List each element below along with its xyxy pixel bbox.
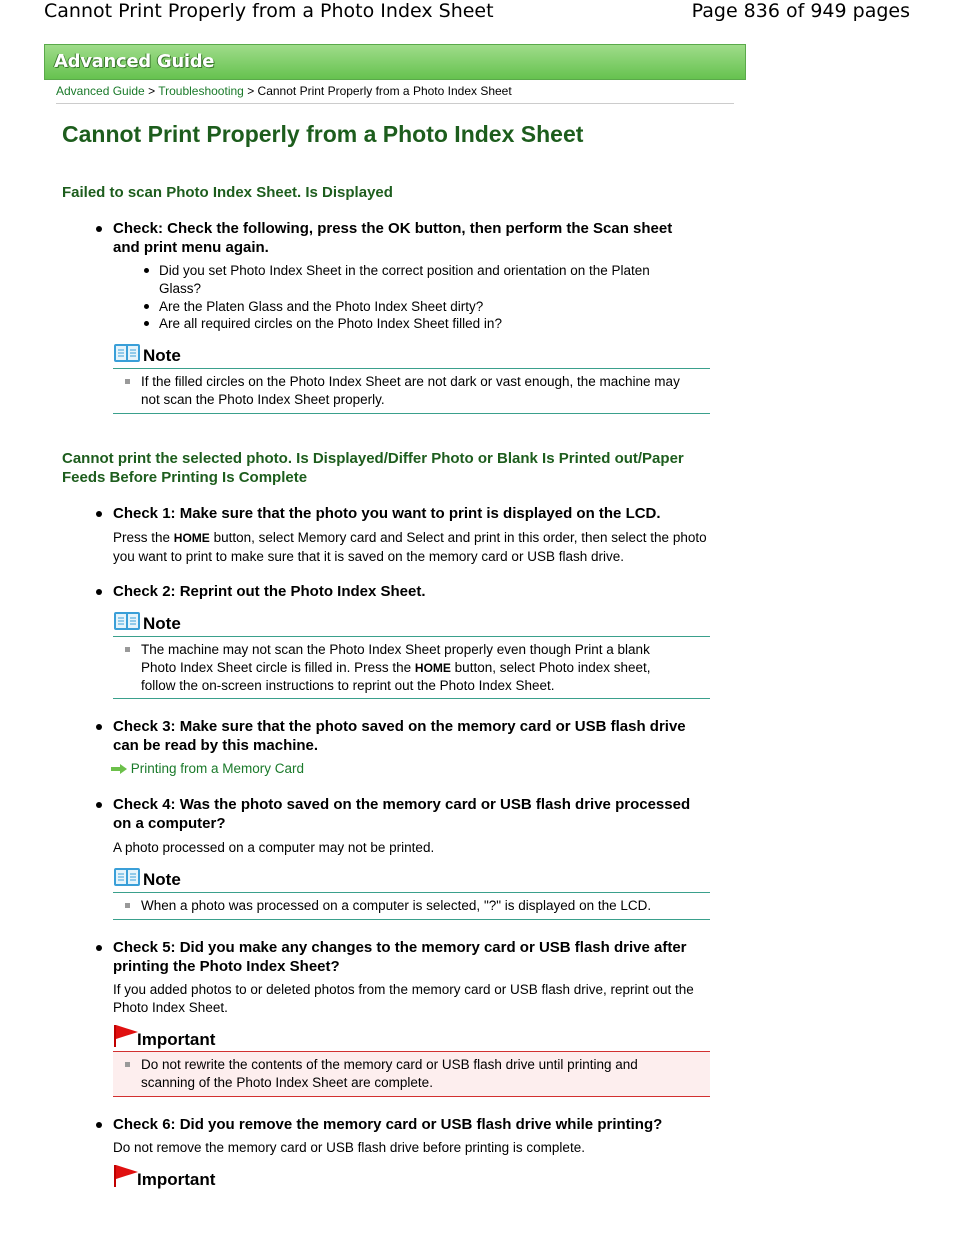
note-rule-bottom — [113, 919, 710, 920]
list-item — [144, 315, 684, 333]
square-bullet-icon — [125, 647, 130, 652]
breadcrumb-separator: > — [247, 84, 255, 98]
important-heading — [113, 1024, 216, 1049]
list-item-text: Are all required circles on the Photo Index Sheet filled in? — [159, 316, 502, 331]
note-rule-top — [113, 368, 710, 369]
note-rule-top — [113, 892, 710, 893]
red-flag-icon — [113, 1164, 139, 1188]
bullet-icon — [96, 226, 102, 232]
list-item — [144, 262, 684, 297]
bullet-icon — [144, 304, 149, 309]
section-heading-scan-failed: Failed to scan Photo Index Sheet. Is Displayed — [62, 184, 393, 201]
check-label: Check 2: Reprint out the Photo Index Sheet. — [113, 583, 426, 600]
check1-description — [113, 529, 708, 565]
check6-description: Do not remove the memory card or USB flash drive before printing is complete. — [113, 1140, 585, 1155]
breadcrumb-troubleshooting[interactable]: Troubleshooting — [158, 84, 244, 98]
bullet-icon — [96, 945, 102, 951]
check-item — [96, 504, 696, 523]
check3-link-row — [111, 760, 706, 778]
check4-description: A photo processed on a computer may not be printed. — [113, 840, 435, 855]
note-book-icon — [113, 867, 141, 887]
check-label: Check 5: Did you make any changes to the memory card or USB flash drive after printing the Photo Index Sheet? — [113, 939, 687, 975]
breadcrumb-separator: > — [148, 84, 156, 98]
bullet-icon — [96, 724, 102, 730]
check-item — [96, 795, 696, 833]
note-label: Note — [143, 614, 181, 633]
check-item — [96, 717, 696, 755]
printing-from-memory-card-link[interactable]: Printing from a Memory Card — [130, 761, 305, 776]
text-segment: The machine may not scan the Photo Index Sheet properly even though Print a blank Photo Index Sheet circle is filled in. Press the — [141, 642, 650, 675]
breadcrumb-divider — [56, 103, 734, 104]
important-text: Do not rewrite the contents of the memory card or USB flash drive until printing and scanning of the Photo Index Sheet are complete. — [141, 1057, 638, 1090]
important-item — [125, 1056, 685, 1091]
page-title: Cannot Print Properly from a Photo Index Sheet — [62, 121, 584, 147]
check-label: Check 4: Was the photo saved on the memory card or USB flash drive processed on a computer? — [113, 796, 691, 832]
note-rule-bottom — [113, 413, 710, 414]
bullet-icon — [96, 511, 102, 517]
check-item — [96, 1115, 696, 1134]
note-label: Note — [143, 346, 181, 365]
note-rule-top — [113, 636, 710, 637]
note-heading — [113, 867, 181, 889]
arrow-right-icon — [111, 764, 127, 774]
note-rule-bottom — [113, 698, 710, 699]
note-heading — [113, 343, 181, 365]
square-bullet-icon — [125, 903, 130, 908]
section-heading-cannot-print: Cannot print the selected photo. Is Displayed/Differ Photo or Blank Is Printed out/Paper Feeds Before Printing Is Complete — [62, 450, 684, 486]
home-button-label: HOME — [173, 531, 210, 545]
check-label: Check 3: Make sure that the photo saved on the memory card or USB flash drive can be read by this machine. — [113, 718, 686, 754]
list-item — [144, 298, 684, 316]
breadcrumb-advanced-guide[interactable]: Advanced Guide — [56, 84, 145, 98]
bullet-icon — [96, 589, 102, 595]
bullet-icon — [96, 1122, 102, 1128]
home-button-label: HOME — [414, 660, 451, 675]
important-label: Important — [137, 1170, 216, 1189]
text-segment: button, select Memory card and Select and print in this order, then select the photo you want to print to make sure that it is saved on the memory card or USB flash drive. — [113, 530, 707, 564]
check-item — [96, 938, 696, 976]
banner-label: Advanced Guide — [54, 51, 215, 72]
square-bullet-icon — [125, 1062, 130, 1067]
note-book-icon — [113, 343, 141, 363]
advanced-guide-banner — [44, 44, 746, 80]
breadcrumb-current: Cannot Print Properly from a Photo Index Sheet — [257, 84, 512, 98]
red-flag-icon — [113, 1024, 139, 1048]
note-text: When a photo was processed on a computer is selected, "?" is displayed on the LCD. — [141, 898, 652, 913]
note-item — [125, 373, 685, 408]
note-label: Note — [143, 870, 181, 889]
note-item — [125, 897, 685, 915]
note-heading — [113, 611, 181, 633]
list-item-text: Did you set Photo Index Sheet in the correct position and orientation on the Platen Glass? — [159, 263, 650, 296]
important-heading — [113, 1164, 216, 1189]
check5-description: If you added photos to or deleted photos from the memory card or USB flash drive, reprint out the Photo Index Sheet. — [113, 982, 694, 1015]
page-number: Page 836 of 949 pages — [691, 0, 910, 22]
check-item — [96, 219, 696, 257]
check-label: Check 1: Make sure that the photo you want to print is displayed on the LCD. — [113, 505, 661, 522]
bullet-icon — [96, 802, 102, 808]
breadcrumb — [56, 84, 512, 98]
list-item-text: Are the Platen Glass and the Photo Index Sheet dirty? — [159, 299, 484, 314]
text-segment: button, select Photo index sheet, follow the on-screen instructions to reprint out the Photo Index Sheet. — [141, 659, 651, 693]
note-book-icon — [113, 611, 141, 631]
check-item — [96, 582, 696, 601]
check-label: Check 6: Did you remove the memory card or USB flash drive while printing? — [113, 1116, 663, 1133]
bullet-icon — [144, 268, 149, 273]
note-item — [125, 641, 685, 695]
text-segment: Press the — [113, 530, 171, 545]
page-header-title: Cannot Print Properly from a Photo Index Sheet — [44, 0, 494, 22]
important-label: Important — [137, 1030, 216, 1049]
square-bullet-icon — [125, 379, 130, 384]
note-text — [141, 641, 685, 695]
check-label: Check: Check the following, press the OK button, then perform the Scan sheet and print menu again. — [113, 220, 673, 256]
note-text: If the filled circles on the Photo Index Sheet are not dark or vast enough, the machine may not scan the Photo Index Sheet properly. — [141, 374, 680, 407]
bullet-icon — [144, 321, 149, 326]
